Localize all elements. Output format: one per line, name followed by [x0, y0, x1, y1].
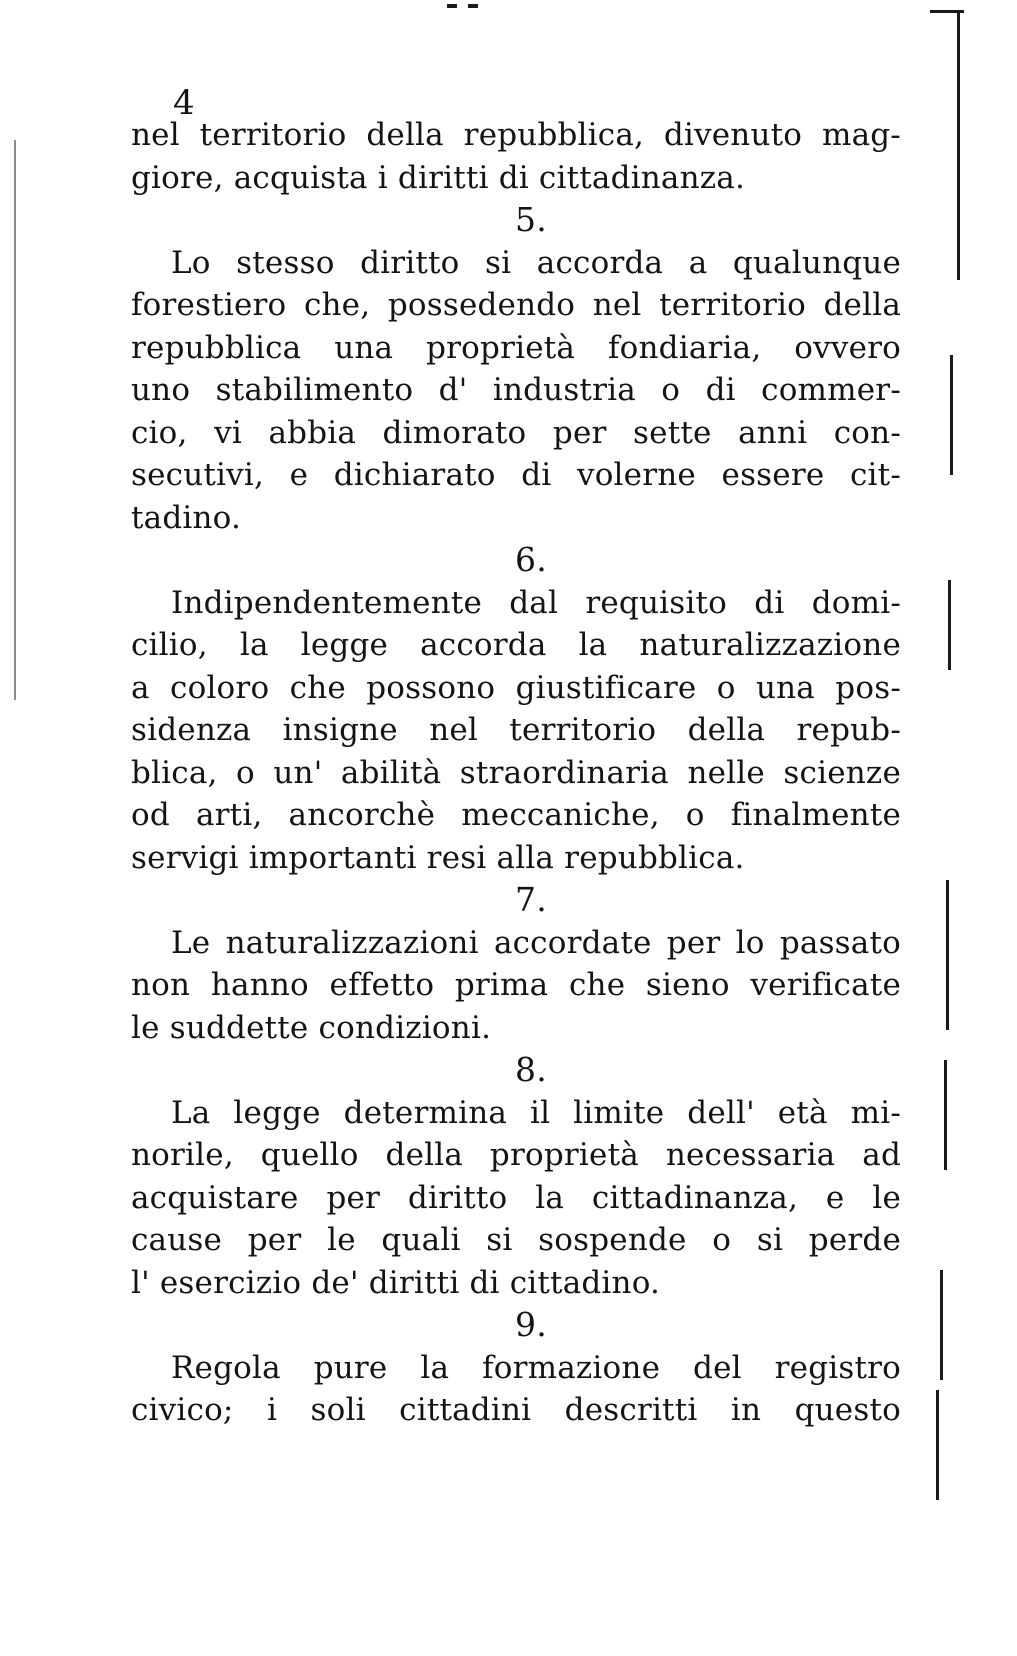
text-line: nel territorio della repubblica, divenuto mag-: [131, 117, 901, 153]
page-edge-line: [944, 1060, 947, 1170]
body-text: [131, 114, 901, 1432]
page-edge-line: [936, 1390, 939, 1500]
text-line: norile, quello della proprietà necessaria ad: [131, 1137, 901, 1173]
text-line: a coloro che possono giustificare o una pos-: [131, 669, 901, 706]
text-line: non hanno effetto prima che sieno verificate: [131, 967, 901, 1003]
section-number: 6.: [515, 540, 547, 579]
text-line: Lo stesso diritto si accorda a qualunque: [171, 244, 901, 281]
section-number: 5.: [515, 200, 547, 239]
text-line: sidenza insigne nel territorio della repub-: [131, 712, 901, 748]
text-line: l' esercizio de' diritti di cittadino.: [131, 1264, 661, 1301]
text-line: cilio, la legge accorda la naturalizzazione: [131, 627, 901, 663]
text-line: forestiero che, possedendo nel territorio della: [131, 287, 901, 323]
text-line: od arti, ancorchè meccaniche, o finalmente: [131, 797, 901, 833]
text-line: acquistare per diritto la cittadinanza, e le: [131, 1179, 901, 1216]
page-edge-line: [14, 140, 16, 700]
text-line: civico; i soli cittadini descritti in questo: [131, 1392, 901, 1428]
page-edge-line: [950, 355, 953, 475]
text-line: Le naturalizzazioni accordate per lo passato: [171, 924, 901, 961]
text-line: servigi importanti resi alla repubblica.: [131, 839, 745, 876]
page-edge-line: [940, 1270, 943, 1380]
section-number: 7.: [515, 880, 547, 919]
text-line: La legge determina il limite dell' età mi-: [171, 1094, 901, 1131]
text-line: le suddette condizioni.: [131, 1009, 492, 1046]
section-number: 9.: [515, 1305, 547, 1344]
text-line: Indipendentemente dal requisito di domi-: [171, 584, 901, 621]
text-line: secutivi, e dichiarato di volerne essere cit-: [131, 457, 901, 493]
page-edge-line: [957, 10, 960, 280]
text-line: giore, acquista i diritti di cittadinanza.: [131, 159, 746, 196]
section-number: 8.: [515, 1050, 547, 1089]
text-line: cause per le quali si sospende o si perde: [131, 1222, 901, 1258]
page-number: 4: [173, 83, 195, 123]
text-line: cio, vi abbia dimorato per sette anni con-: [131, 414, 901, 451]
page-edge-line: [946, 880, 949, 1030]
scan-artifact: [447, 4, 457, 8]
page-edge-line: [948, 580, 951, 670]
text-line: tadino.: [131, 499, 242, 536]
text-line: Regola pure la formazione del registro: [171, 1349, 901, 1386]
text-line: blica, o un' abilità straordinaria nelle scienze: [131, 754, 901, 791]
scan-artifact: [468, 4, 478, 8]
text-line: uno stabilimento d' industria o di commer-: [131, 372, 901, 408]
text-line: repubblica una proprietà fondiaria, ovvero: [131, 329, 901, 366]
